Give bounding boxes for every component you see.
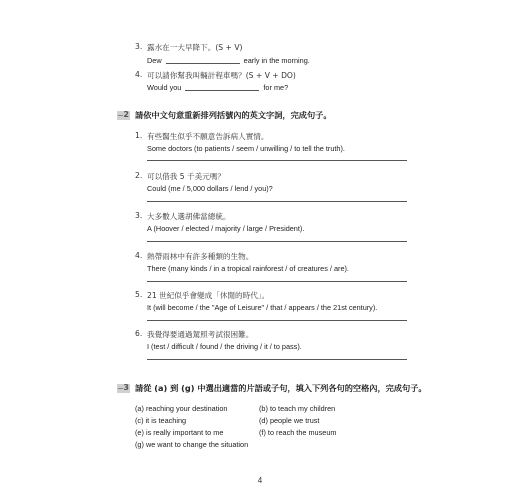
s2-item-4-chinese: 熱帶雨林中有許多種類的生物。 xyxy=(147,252,254,261)
s2-item-3-number: 3. xyxy=(135,211,143,220)
s2-item-4-answer-line xyxy=(147,281,407,282)
section-2-title: 請依中文句意重新排列括號內的英文字詞，完成句子。 xyxy=(135,110,332,120)
item-3-blank xyxy=(166,56,240,64)
item-3-english-before: Dew xyxy=(147,56,162,65)
option-d: (d) people we trust xyxy=(259,416,320,425)
s2-item-3-english: A (Hoover / elected / majority / large / President). xyxy=(147,224,305,233)
s2-item-6-answer-line xyxy=(147,359,407,360)
s2-item-6-number: 6. xyxy=(135,329,143,338)
s2-item-1-answer-line xyxy=(147,160,407,161)
s2-item-2-chinese: 可以借我 5 千美元嗎？ xyxy=(147,172,226,181)
section-2-badge: 2 xyxy=(117,111,130,120)
item-4-blank xyxy=(185,83,259,91)
option-g: (g) we want to change the situation xyxy=(135,440,249,449)
option-e: (e) is really important to me xyxy=(135,428,224,437)
item-4-english xyxy=(147,83,288,92)
s2-item-1-english: Some doctors (to patients / seem / unwilling / to tell the truth). xyxy=(147,144,345,153)
item-4-english-after: for me? xyxy=(263,83,289,92)
s2-item-1-number: 1. xyxy=(135,131,143,140)
s2-item-2-answer-line xyxy=(147,201,407,202)
section-3-title: 請從 (a) 到 (g) 中選出適當的片語或子句，填入下列各句的空格內，完成句子。 xyxy=(135,383,427,393)
section-3-badge: 3 xyxy=(117,384,130,393)
section-3-header xyxy=(117,383,427,394)
s2-item-2-number: 2. xyxy=(135,171,143,180)
s2-item-6-english: I (test / difficult / found / the driving / it / to pass). xyxy=(147,342,302,351)
s2-item-5-english: It (will become / the "Age of Leisure" / that / appears / the 21st century). xyxy=(147,303,378,312)
item-3-chinese: 露水在一大早降下。(S + V) xyxy=(147,43,243,52)
s2-item-3-answer-line xyxy=(147,241,407,242)
item-3-english-after: early in the morning. xyxy=(243,56,310,65)
s2-item-1-chinese: 有些醫生似乎不願意告訴病人實情。 xyxy=(147,132,269,141)
s2-item-3-chinese: 大多數人選胡佛當總統。 xyxy=(147,212,231,221)
s2-item-5-number: 5. xyxy=(135,290,143,299)
option-f: (f) to reach the museum xyxy=(259,428,337,437)
s2-item-6-chinese: 我覺得要通過駕照考試很困難。 xyxy=(147,330,254,339)
s2-item-5-answer-line xyxy=(147,320,407,321)
s2-item-4-english: There (many kinds / in a tropical rainforest / of creatures / are). xyxy=(147,264,349,273)
item-4-english-before: Would you xyxy=(147,83,182,92)
page-number: 4 xyxy=(257,476,263,485)
option-b: (b) to teach my children xyxy=(259,404,336,413)
s2-item-4-number: 4. xyxy=(135,251,143,260)
item-3-english xyxy=(147,56,310,65)
s2-item-2-english: Could (me / 5,000 dollars / lend / you)? xyxy=(147,184,273,193)
section-2-header xyxy=(117,110,332,121)
s2-item-5-chinese: 21 世紀似乎會變成「休閒的時代」。 xyxy=(147,291,270,300)
item-3-number: 3. xyxy=(135,42,143,51)
item-4-chinese: 可以請你幫我叫輛計程車嗎？(S + V + DO) xyxy=(147,71,296,80)
option-a: (a) reaching your destination xyxy=(135,404,228,413)
option-c: (c) it is teaching xyxy=(135,416,187,425)
item-4-number: 4. xyxy=(135,70,143,79)
